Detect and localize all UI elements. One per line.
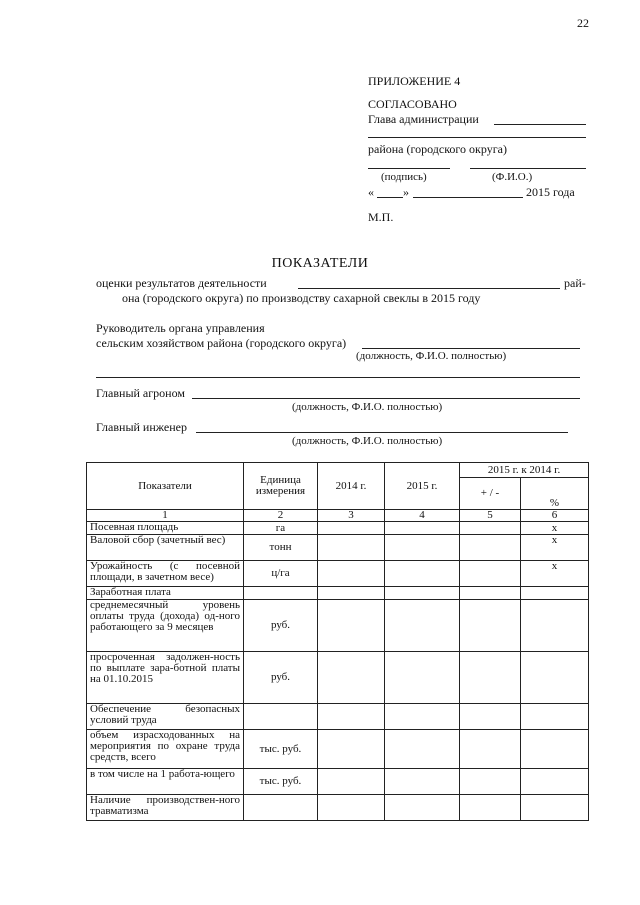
signature-caption: (подпись) (381, 171, 427, 183)
table-row (87, 652, 589, 704)
row-2015-cell (385, 522, 460, 535)
heading-line1-start: оценки результатов деятельности (96, 276, 267, 290)
stamp-label: М.П. (368, 210, 394, 224)
table-row (87, 535, 589, 561)
header-plus-minus: + / - (460, 478, 521, 510)
table-row (87, 587, 589, 600)
engineer-caption: (должность, Ф.И.О. полностью) (292, 435, 443, 447)
row-diff-cell (460, 769, 521, 795)
row-percent (521, 600, 589, 652)
row-2015-cell (385, 535, 460, 561)
leader-label-line2: сельским хозяйством района (городского округа) (96, 336, 347, 350)
page-number: 22 (577, 16, 589, 30)
row-indicator: Заработная плата (87, 587, 244, 600)
row-diff-cell (460, 730, 521, 769)
date-close-quote: » (403, 185, 409, 199)
doc-title: ПОКАЗАТЕЛИ (271, 256, 369, 271)
date-month-blank (413, 197, 523, 198)
row-2014-cell (318, 561, 385, 587)
row-diff-cell (460, 600, 521, 652)
row-percent (521, 587, 589, 600)
row-2015-cell (385, 795, 460, 821)
fio-blank (470, 168, 586, 169)
row-2014-cell (318, 730, 385, 769)
col-number: 6 (521, 510, 589, 522)
row-diff-cell (460, 561, 521, 587)
row-2015-cell (385, 704, 460, 730)
row-2014-cell (318, 769, 385, 795)
row-percent: х (521, 522, 589, 535)
row-unit: тыс. руб. (244, 769, 318, 795)
admin-blank-line (368, 137, 586, 138)
row-2015-cell (385, 769, 460, 795)
date-year: 2015 года (526, 185, 575, 199)
row-indicator: в том числе на 1 работа-ющего (87, 769, 244, 795)
appendix-label: ПРИЛОЖЕНИЕ 4 (368, 74, 461, 88)
row-diff-cell (460, 522, 521, 535)
row-percent: х (521, 535, 589, 561)
leader-blank (362, 348, 580, 349)
row-indicator: Урожайность (с посевной площади, в зачетном весе) (87, 561, 244, 587)
row-2015-cell (385, 561, 460, 587)
row-indicator: Обеспечение безопасных условий труда (87, 704, 244, 730)
row-unit: тонн (244, 535, 318, 561)
district-label: района (городского округа) (368, 142, 507, 156)
signature-blank (368, 168, 450, 169)
row-percent (521, 704, 589, 730)
row-diff-cell (460, 535, 521, 561)
table-row (87, 561, 589, 587)
row-unit: руб. (244, 652, 318, 704)
indicators-table (86, 462, 589, 821)
row-percent (521, 652, 589, 704)
header-unit: Единица измерения (244, 463, 318, 510)
fio-caption: (Ф.И.О.) (492, 171, 533, 183)
row-unit: тыс. руб. (244, 730, 318, 769)
head-admin-blank (494, 124, 586, 125)
district-name-blank (298, 288, 560, 289)
engineer-label: Главный инженер (96, 420, 187, 434)
heading-line1-end: рай- (564, 276, 586, 290)
row-2014-cell (318, 535, 385, 561)
col-number: 5 (460, 510, 521, 522)
row-diff-cell (460, 587, 521, 600)
table-row (87, 769, 589, 795)
row-percent (521, 795, 589, 821)
table-row (87, 522, 589, 535)
agronomist-blank (192, 398, 580, 399)
row-indicator: просроченная задолжен-ность по выплате зара-ботной платы на 01.10.2015 (87, 652, 244, 704)
row-diff-cell (460, 652, 521, 704)
row-2014-cell (318, 522, 385, 535)
header-2014: 2014 г. (318, 463, 385, 510)
date-day-blank (377, 197, 403, 198)
heading-line2: она (городского округа) по производству сахарной свеклы в 2015 году (122, 291, 481, 305)
row-indicator: среднемесячный уровень оплаты труда (дохода) од-ного работающего за 9 месяцев (87, 600, 244, 652)
engineer-blank (196, 432, 568, 433)
row-percent (521, 769, 589, 795)
row-2014-cell (318, 587, 385, 600)
header-2015: 2015 г. (385, 463, 460, 510)
table-row (87, 730, 589, 769)
col-number: 2 (244, 510, 318, 522)
col-number: 3 (318, 510, 385, 522)
col-number: 1 (87, 510, 244, 522)
leader-label-line1: Руководитель органа управления (96, 321, 265, 335)
row-indicator: Валовой сбор (зачетный вес) (87, 535, 244, 561)
approval-title: СОГЛАСОВАНО (368, 97, 457, 111)
row-unit (244, 795, 318, 821)
col-number: 4 (385, 510, 460, 522)
row-2015-cell (385, 600, 460, 652)
row-2014-cell (318, 704, 385, 730)
head-admin-label: Глава администрации (368, 112, 479, 126)
row-indicator: объем израсходованных на мероприятия по охране труда средств, всего (87, 730, 244, 769)
row-2014-cell (318, 652, 385, 704)
leader-blank-2 (96, 377, 580, 378)
row-diff-cell (460, 795, 521, 821)
row-percent (521, 730, 589, 769)
table-row (87, 795, 589, 821)
date-open-quote: « (368, 185, 374, 199)
row-unit: руб. (244, 600, 318, 652)
row-indicator: Наличие производствен-ного травматизма (87, 795, 244, 821)
row-percent: х (521, 561, 589, 587)
row-2014-cell (318, 600, 385, 652)
header-compare: 2015 г. к 2014 г. (460, 463, 589, 478)
row-unit: га (244, 522, 318, 535)
row-2015-cell (385, 587, 460, 600)
leader-caption: (должность, Ф.И.О. полностью) (356, 350, 507, 362)
row-2015-cell (385, 652, 460, 704)
agronomist-caption: (должность, Ф.И.О. полностью) (292, 401, 443, 413)
row-unit: ц/га (244, 561, 318, 587)
row-2015-cell (385, 730, 460, 769)
header-indicators: Показатели (87, 463, 244, 510)
table-row (87, 600, 589, 652)
row-indicator: Посевная площадь (87, 522, 244, 535)
row-unit (244, 587, 318, 600)
agronomist-label: Главный агроном (96, 386, 185, 400)
row-diff-cell (460, 704, 521, 730)
table-row (87, 704, 589, 730)
row-unit (244, 704, 318, 730)
header-percent: % (521, 478, 589, 510)
row-2014-cell (318, 795, 385, 821)
